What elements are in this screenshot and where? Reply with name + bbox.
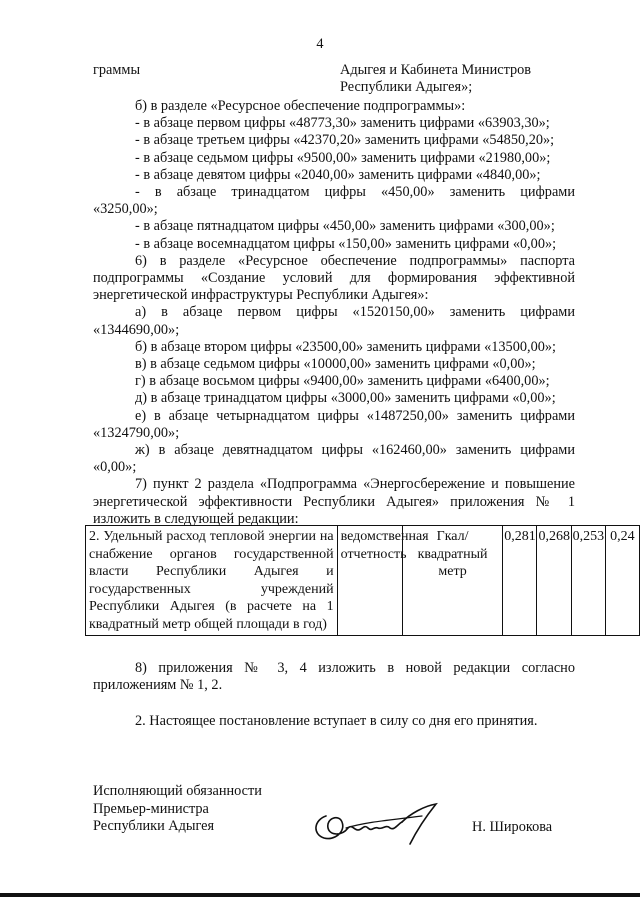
signatory-line-3: Республики Адыгея <box>93 818 215 834</box>
indicator-name-cell: 2. Удельный расход тепловой энергии на снабжение органов государственной власти Республики Адыгея и государственных учреждений Республики Адыгея (в расчете на 1 квадратный метр общей площади в год) <box>86 526 338 636</box>
paragraph-6g: г) в абзаце восьмом цифры «9400,00» заменить цифрами «6400,00»; <box>135 373 550 390</box>
paragraph-b-18: - в абзаце восемнадцатом цифры «150,00» заменить цифрами «0,00»; <box>135 235 557 252</box>
final-clause <box>93 713 575 730</box>
value-cell: 0,268 <box>537 526 571 636</box>
paragraph-6zh: ж) в абзаце девятнадцатом цифры «162460,00» заменить цифрами <box>135 442 575 459</box>
paragraph-b-1: - в абзаце первом цифры «48773,30» заменить цифрами «63903,30»; <box>135 115 550 132</box>
signatory-line-2: Премьер-министра <box>93 800 209 817</box>
paragraph-6a-cont: «1344690,00»; <box>93 321 180 338</box>
amendment-text <box>93 98 575 528</box>
amendment-text-continued <box>93 660 575 694</box>
paragraph-b-13-cont: «3250,00»; <box>93 201 158 218</box>
paragraph-6: 6) в разделе «Ресурсное обеспечение подпрограммы» паспорта подпрограммы «Создание условий для формирования эффективной энергетической инфраструктуры Республики Адыгея»: <box>93 252 575 304</box>
handwritten-signature <box>306 800 444 848</box>
paragraph-b-13: - в абзаце тринадцатом цифры «450,00» заменить цифрами <box>135 184 575 201</box>
header-continuation-right: Адыгея и Кабинета Министров Республики Адыгея»; <box>340 62 532 96</box>
value-cell: 0,24 <box>605 526 639 636</box>
header-continuation-left: граммы <box>93 62 141 78</box>
source-cell: ведомственная отчетность <box>337 526 402 636</box>
paragraph-6v: в) в абзаце седьмом цифры «10000,00» заменить цифрами «0,00»; <box>135 356 536 373</box>
page-number: 4 <box>316 36 324 52</box>
value-cell: 0,253 <box>571 526 605 636</box>
paragraph-6e-cont: «1324790,00»; <box>93 424 180 441</box>
table-row <box>86 526 640 636</box>
paragraph-b-15: - в абзаце пятнадцатом цифры «450,00» заменить цифрами «300,00»; <box>135 218 555 235</box>
paragraph-effective: 2. Настоящее постановление вступает в силу со дня его принятия. <box>135 713 538 729</box>
signatory-title <box>93 783 262 836</box>
paragraph-6d: д) в абзаце тринадцатом цифры «3000,00» заменить цифрами «0,00»; <box>135 390 556 407</box>
paragraph-b-9: - в абзаце девятом цифры «2040,00» заменить цифрами «4840,00»; <box>135 166 541 183</box>
indicator-table <box>85 525 640 636</box>
paragraph-6zh-cont: «0,00»; <box>93 459 137 476</box>
paragraph-b-7: - в абзаце седьмом цифры «9500,00» заменить цифрами «21980,00»; <box>135 149 551 166</box>
paragraph-6a: а) в абзаце первом цифры «1520150,00» заменить цифрами <box>135 304 575 321</box>
value-cell: 0,281 <box>503 526 537 636</box>
signer-name: Н. Широкова <box>472 819 553 835</box>
paragraph-7: 7) пункт 2 раздела «Подпрограмма «Энергосбережение и повышение энергетической эффективности Республики Адыгея» приложения № 1 изложить в следующей редакции: <box>93 476 575 527</box>
paragraph-8: 8) приложения № 3, 4 изложить в новой редакции согласно приложениям № 1, 2. <box>93 660 575 694</box>
unit-cell: Гкал/квадратный метр <box>402 526 502 636</box>
scan-bottom-border <box>0 893 640 897</box>
paragraph-6e: е) в абзаце четырнадцатом цифры «1487250,00» заменить цифрами <box>135 407 575 424</box>
paragraph-6b: б) в абзаце втором цифры «23500,00» заменить цифрами «13500,00»; <box>135 338 556 355</box>
paragraph-b-3: - в абзаце третьем цифры «42370,20» заменить цифрами «54850,20»; <box>135 132 555 149</box>
signatory-line-1: Исполняющий обязанности <box>93 783 262 799</box>
paragraph-b-title: б) в разделе «Ресурсное обеспечение подпрограммы»: <box>135 98 466 114</box>
